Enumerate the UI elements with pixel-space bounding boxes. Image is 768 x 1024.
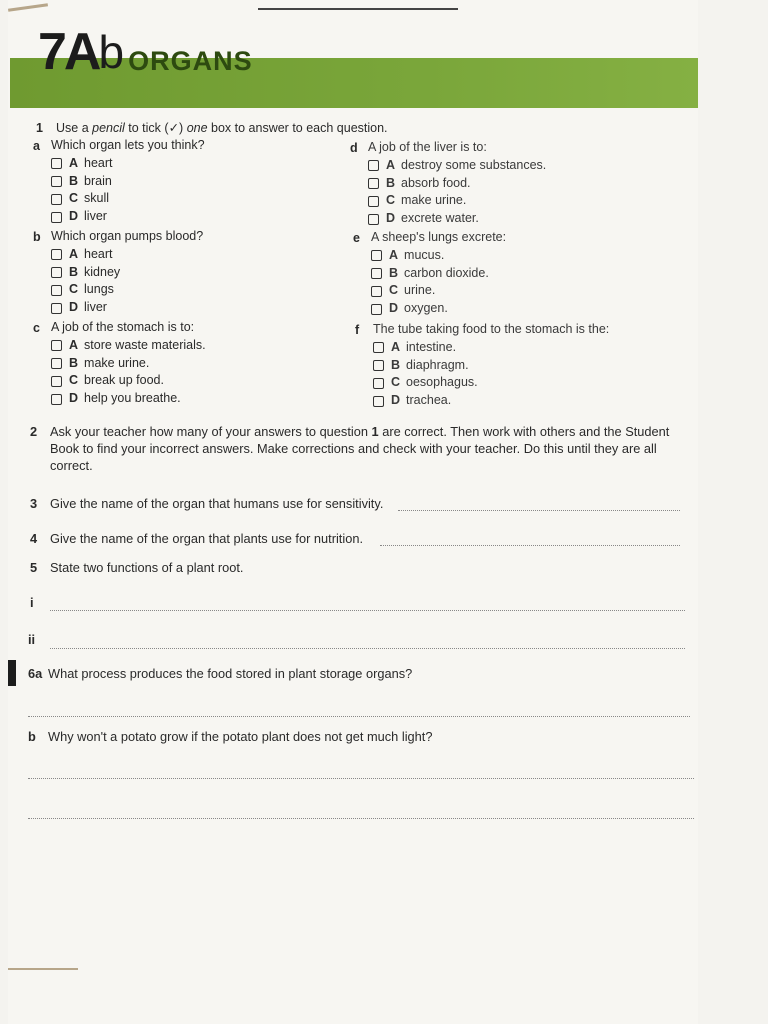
- extension-marker: [8, 660, 16, 686]
- option-letter: C: [69, 373, 79, 388]
- question-text: State two functions of a plant root.: [50, 560, 244, 575]
- answer-line-4[interactable]: [380, 545, 680, 546]
- part-letter: c: [33, 321, 40, 335]
- checkbox[interactable]: [368, 160, 379, 171]
- option-b[interactable]: [51, 173, 205, 191]
- worksheet-page: [8, 0, 698, 1024]
- checkbox[interactable]: [373, 342, 384, 353]
- checkbox[interactable]: [51, 194, 62, 205]
- option-a[interactable]: [51, 337, 206, 355]
- option-a[interactable]: [368, 157, 546, 175]
- sub-part-label: ii: [28, 632, 36, 647]
- checkbox[interactable]: [51, 358, 62, 369]
- option-text: liver: [84, 300, 107, 315]
- option-text: make urine.: [401, 193, 467, 208]
- option-a[interactable]: [51, 246, 203, 264]
- question-number: 4: [30, 531, 38, 546]
- answer-line-3[interactable]: [398, 510, 680, 511]
- unit-topic: ORGANS: [128, 46, 253, 76]
- option-b[interactable]: [371, 265, 506, 283]
- option-text: break up food.: [84, 373, 164, 388]
- question-1c: [33, 319, 206, 408]
- option-text: skull: [84, 191, 110, 206]
- question-4: [30, 530, 400, 547]
- answer-line-5i[interactable]: [50, 610, 685, 611]
- option-text: destroy some substances.: [401, 157, 547, 172]
- option-c[interactable]: [371, 282, 506, 300]
- question-text: Give the name of the organ that humans use for sensitivity.: [50, 496, 384, 511]
- checkbox[interactable]: [51, 394, 62, 405]
- checkbox[interactable]: [368, 214, 379, 225]
- question-stem: The tube taking food to the stomach is the:: [373, 322, 610, 336]
- question-stem: Which organ lets you think?: [51, 138, 205, 152]
- unit-code: 7A: [38, 23, 99, 81]
- option-text: oesophagus.: [406, 375, 478, 390]
- option-text: mucus.: [404, 247, 445, 262]
- option-letter: C: [389, 283, 399, 298]
- answer-line-5ii[interactable]: [50, 648, 685, 649]
- option-letter: D: [69, 300, 79, 315]
- question-1a: [33, 137, 205, 226]
- checkbox[interactable]: [51, 249, 62, 260]
- checkbox[interactable]: [373, 378, 384, 389]
- checkbox[interactable]: [51, 285, 62, 296]
- option-d[interactable]: [51, 299, 203, 317]
- checkbox[interactable]: [368, 178, 379, 189]
- answer-line-6b-1[interactable]: [28, 778, 694, 779]
- option-letter: D: [69, 391, 79, 406]
- option-text: liver: [84, 209, 107, 224]
- checkbox[interactable]: [51, 267, 62, 278]
- option-text: heart: [84, 246, 113, 261]
- option-letter: B: [389, 265, 399, 280]
- option-letter: D: [389, 301, 399, 316]
- option-letter: A: [69, 246, 79, 261]
- question-1e: [353, 229, 506, 318]
- instruction-text: Use a: [56, 121, 93, 135]
- unit-code-suffix: b: [98, 26, 125, 78]
- question-number: 5: [30, 560, 38, 575]
- option-d[interactable]: [368, 210, 546, 228]
- option-letter: A: [389, 247, 399, 262]
- option-d[interactable]: [51, 208, 205, 226]
- question-number: 6a: [28, 666, 43, 681]
- page-title: [38, 18, 253, 81]
- option-a[interactable]: [373, 339, 609, 357]
- question-6b: [28, 728, 508, 745]
- question-6a: [28, 665, 478, 682]
- option-text: store waste materials.: [84, 337, 206, 352]
- option-text: excrete water.: [401, 211, 479, 226]
- part-letter: f: [355, 323, 360, 337]
- question-reference: 1: [371, 424, 379, 439]
- option-text: make urine.: [84, 355, 150, 370]
- answer-line-6a[interactable]: [28, 716, 690, 717]
- checkbox[interactable]: [51, 303, 62, 314]
- question-text: Give the name of the organ that plants use for nutrition.: [50, 531, 363, 546]
- option-letter: C: [391, 375, 401, 390]
- option-c[interactable]: [368, 192, 546, 210]
- part-letter: b: [33, 230, 41, 244]
- question-stem: A job of the stomach is to:: [51, 320, 195, 334]
- option-text: oxygen.: [404, 301, 448, 316]
- question-3: [30, 495, 410, 512]
- option-d[interactable]: [373, 392, 609, 410]
- question-stem: Which organ pumps blood?: [51, 229, 204, 243]
- option-letter: D: [69, 209, 79, 224]
- option-text: carbon dioxide.: [404, 265, 489, 280]
- option-letter: B: [391, 357, 401, 372]
- option-letter: B: [69, 264, 79, 279]
- checkbox[interactable]: [51, 376, 62, 387]
- question-stem: A sheep's lungs excrete:: [371, 230, 507, 244]
- option-text: urine.: [404, 283, 436, 298]
- option-letter: B: [386, 175, 396, 190]
- checkbox[interactable]: [51, 212, 62, 223]
- sub-part-label: i: [30, 595, 34, 610]
- checkbox[interactable]: [51, 158, 62, 169]
- corner-mark: [8, 3, 48, 12]
- option-text: brain: [84, 173, 112, 188]
- option-letter: D: [391, 393, 401, 408]
- question-text: What process produces the food stored in plant storage organs?: [48, 666, 413, 681]
- question-number: 2: [30, 424, 38, 439]
- checkbox[interactable]: [51, 340, 62, 351]
- part-letter: e: [353, 231, 360, 245]
- instruction-emphasis: pencil: [92, 121, 125, 135]
- question-number: 3: [30, 496, 38, 511]
- option-text: help you breathe.: [84, 391, 181, 406]
- option-d[interactable]: [371, 300, 506, 318]
- top-rule: [258, 8, 458, 10]
- question-5: [30, 559, 430, 576]
- option-b[interactable]: [368, 175, 546, 193]
- option-text: heart: [84, 155, 113, 170]
- option-d[interactable]: [51, 390, 206, 408]
- option-text: intestine.: [406, 339, 457, 354]
- option-letter: A: [69, 337, 79, 352]
- question-text: are correct. Then work with others and the Student Book to find your incorrect answers. Make corrections and check with your teacher. Do this until they are all correct.: [50, 424, 670, 473]
- question-number: b: [28, 729, 36, 744]
- option-b[interactable]: [51, 355, 206, 373]
- instruction-emphasis: one: [186, 121, 208, 135]
- option-b[interactable]: [373, 357, 609, 375]
- question-number: 1: [36, 121, 43, 135]
- option-letter: B: [69, 355, 79, 370]
- answer-line-6b-2[interactable]: [28, 818, 694, 819]
- question-1d: [350, 139, 546, 228]
- option-letter: C: [69, 282, 79, 297]
- option-text: trachea.: [406, 393, 452, 408]
- option-c[interactable]: [51, 190, 205, 208]
- option-letter: C: [69, 191, 79, 206]
- checkbox[interactable]: [371, 304, 382, 315]
- question-2: [30, 423, 675, 474]
- question-1b: [33, 228, 203, 317]
- checkbox[interactable]: [371, 286, 382, 297]
- option-text: diaphragm.: [406, 357, 469, 372]
- part-letter: a: [33, 139, 40, 153]
- option-letter: B: [69, 173, 79, 188]
- option-b[interactable]: [51, 264, 203, 282]
- option-a[interactable]: [371, 247, 506, 265]
- option-text: absorb food.: [401, 175, 471, 190]
- option-letter: A: [391, 339, 401, 354]
- checkbox[interactable]: [368, 196, 379, 207]
- option-text: kidney: [84, 264, 121, 279]
- option-c[interactable]: [373, 374, 609, 392]
- bottom-mark: [8, 968, 78, 970]
- question-stem: A job of the liver is to:: [368, 140, 487, 154]
- question-text: Ask your teacher how many of your answers to question: [50, 424, 372, 439]
- option-c[interactable]: [51, 372, 206, 390]
- instruction-text: to tick (✓): [124, 121, 187, 135]
- instruction-text: box to answer to each question.: [207, 121, 388, 135]
- checkbox[interactable]: [371, 268, 382, 279]
- question-text: Why won't a potato grow if the potato plant does not get much light?: [48, 729, 433, 744]
- option-text: lungs: [84, 282, 114, 297]
- checkbox[interactable]: [51, 176, 62, 187]
- part-letter: d: [350, 141, 358, 155]
- checkbox[interactable]: [373, 396, 384, 407]
- option-letter: D: [386, 211, 396, 226]
- question-1f: [355, 321, 609, 410]
- checkbox[interactable]: [373, 360, 384, 371]
- option-c[interactable]: [51, 281, 203, 299]
- question-1-instruction: [36, 120, 388, 135]
- option-letter: A: [69, 155, 79, 170]
- option-letter: C: [386, 193, 396, 208]
- option-a[interactable]: [51, 155, 205, 173]
- option-letter: A: [386, 157, 396, 172]
- checkbox[interactable]: [371, 250, 382, 261]
